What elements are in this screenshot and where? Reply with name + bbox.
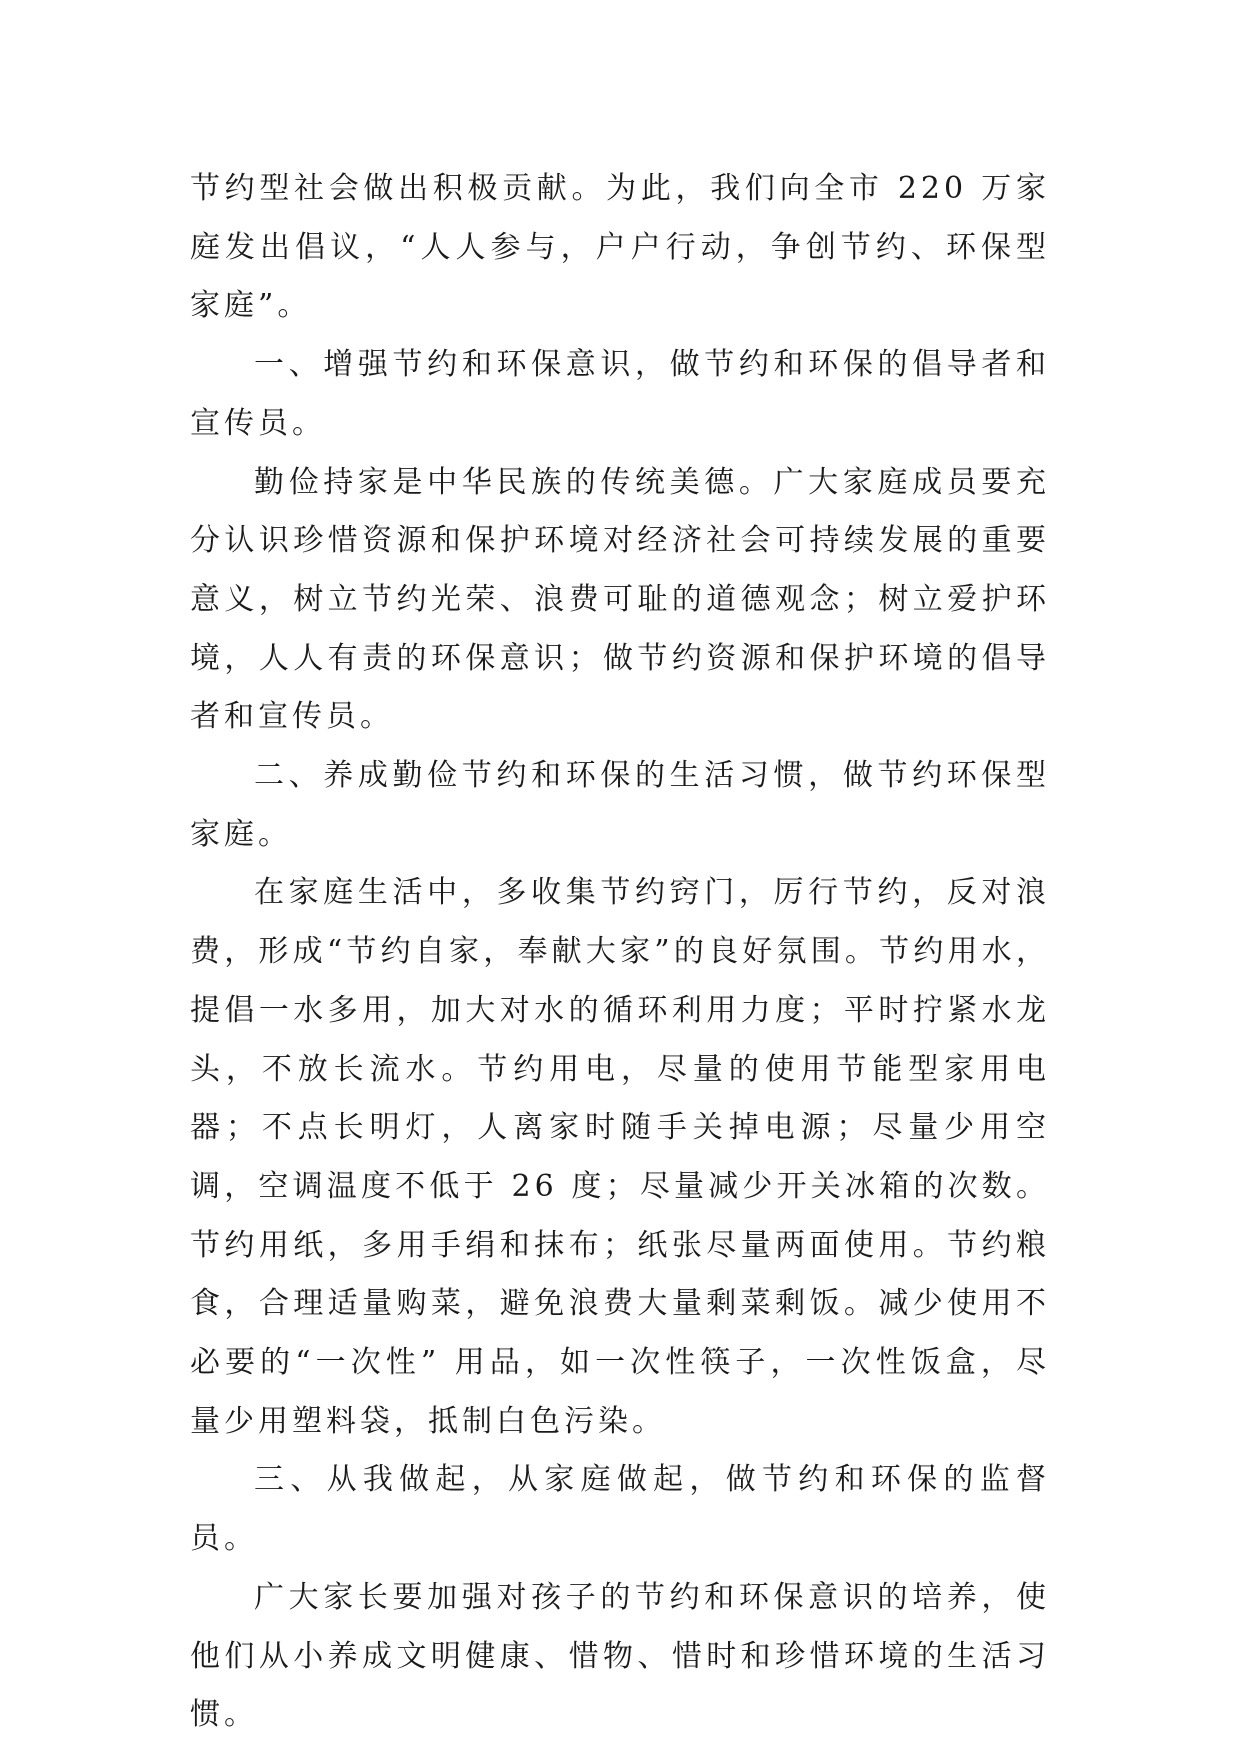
section-heading-1: 一、增强节约和环保意识，做节约和环保的倡导者和宣传员。 bbox=[190, 347, 1050, 441]
paragraph-section-3: 广大家长要加强对孩子的节约和环保意识的培养，使他们从小养成文明健康、惜物、惜时和珍惜环境的生活习惯。 bbox=[190, 1579, 1050, 1733]
section-heading-2: 二、养成勤俭节约和环保的生活习惯，做节约环保型家庭。 bbox=[190, 758, 1050, 852]
paragraph-section-1: 勤俭持家是中华民族的传统美德。广大家庭成员要充分认识珍惜资源和保护环境对经济社会可持续发展的重要意义，树立节约光荣、浪费可耻的道德观念；树立爱护环境，人人有责的环保意识；做节约资源和保护环境的倡导者和宣传员。 bbox=[190, 464, 1050, 735]
section-heading-3: 三、从我做起，从家庭做起，做节约和环保的监督员。 bbox=[190, 1462, 1050, 1557]
document-body bbox=[190, 160, 1050, 1745]
paragraph-intro-continuation: 节约型社会做出积极贡献。为此，我们向全市 220 万家庭发出倡议，“人人参与，户户行动，争创节约、环保型家庭”。 bbox=[190, 171, 1050, 324]
paragraph-section-2: 在家庭生活中，多收集节约窍门，厉行节约，反对浪费，形成“节约自家，奉献大家”的良好氛围。节约用水，提倡一水多用，加大对水的循环利用力度；平时拧紧水龙头，不放长流水。节约用电，尽量的使用节能型家用电器；不点长明灯，人离家时随手关掉电源；尽量少用空调，空调温度不低于 26 度；尽量减少开关冰箱的次数。节约用纸，多用手绢和抹布；纸张尽量两面使用。节约粮食，合理适量购菜，避免浪费大量剩菜剩饭。减少使用不必要的“一次性” 用品，如一次性筷子，一次性饭盒，尽量少用塑料袋，抵制白色污染。 bbox=[190, 875, 1050, 1439]
